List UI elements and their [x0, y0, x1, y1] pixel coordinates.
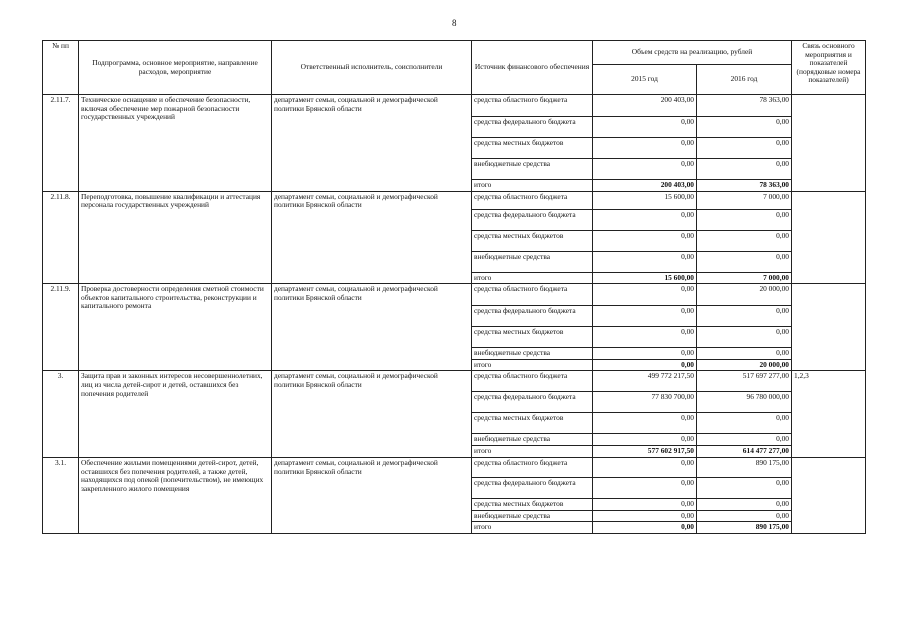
amount-2015: 0,00 [593, 522, 697, 534]
row-number: 2.11.8. [43, 191, 79, 284]
amount-2015: 0,00 [593, 209, 697, 230]
header-source: Источник финансового обеспечения [472, 41, 593, 95]
amount-2015: 0,00 [593, 251, 697, 272]
funding-source: итого [472, 180, 593, 192]
amount-2016: 0,00 [697, 251, 792, 272]
funding-source: средства областного бюджета [472, 371, 593, 392]
funding-source: внебюджетные средства [472, 348, 593, 360]
amount-2016: 0,00 [697, 138, 792, 159]
header-num: № пп [43, 41, 79, 95]
funding-source: средства областного бюджета [472, 95, 593, 117]
amount-2015: 15 600,00 [593, 191, 697, 209]
amount-2015: 0,00 [593, 510, 697, 522]
header-2015: 2015 год [593, 65, 697, 95]
row-number: 2.11.7. [43, 95, 79, 192]
amount-2015: 0,00 [593, 327, 697, 348]
funding-source: внебюджетные средства [472, 510, 593, 522]
program-name: Переподготовка, повышение квалификации и аттестация персонала государственных учреждений [79, 191, 272, 284]
amount-2015: 0,00 [593, 348, 697, 360]
amount-2016: 0,00 [697, 306, 792, 327]
amount-2016: 0,00 [697, 209, 792, 230]
amount-2015: 0,00 [593, 306, 697, 327]
funding-source: средства областного бюджета [472, 284, 593, 306]
amount-2015: 0,00 [593, 434, 697, 446]
amount-2016: 7 000,00 [697, 272, 792, 284]
amount-2016: 0,00 [697, 498, 792, 510]
amount-2016: 20 000,00 [697, 359, 792, 371]
amount-2016: 7 000,00 [697, 191, 792, 209]
program-name: Обеспечение жилыми помещениями детей-сирот, детей, оставшихся без попечения родителей, а также детей, находящихся под опекой (попечительством), не имеющих закрепленного жилого помещения [79, 457, 272, 533]
financing-table [42, 40, 866, 534]
funding-source: внебюджетные средства [472, 434, 593, 446]
funding-source: внебюджетные средства [472, 251, 593, 272]
amount-2016: 78 363,00 [697, 180, 792, 192]
funding-source: средства местных бюджетов [472, 413, 593, 434]
amount-2015: 0,00 [593, 159, 697, 180]
page-number: 8 [452, 18, 457, 28]
executor: департамент семьи, социальной и демографической политики Брянской области [272, 284, 472, 371]
executor: департамент семьи, социальной и демографической политики Брянской области [272, 371, 472, 458]
amount-2015: 0,00 [593, 284, 697, 306]
table-row [43, 95, 866, 117]
table-row [43, 457, 866, 477]
funding-source: средства федерального бюджета [472, 477, 593, 498]
program-name: Техническое оснащение и обеспечение безопасности, включая обеспечение мер пожарной безопасности государственных учреждений [79, 95, 272, 192]
indicator-link [792, 284, 866, 371]
amount-2016: 0,00 [697, 159, 792, 180]
executor: департамент семьи, социальной и демографической политики Брянской области [272, 191, 472, 284]
amount-2015: 0,00 [593, 138, 697, 159]
funding-source: итого [472, 359, 593, 371]
funding-source: итого [472, 522, 593, 534]
amount-2015: 0,00 [593, 457, 697, 477]
amount-2016: 0,00 [697, 434, 792, 446]
row-number: 2.11.9. [43, 284, 79, 371]
funding-source: средства местных бюджетов [472, 230, 593, 251]
amount-2015: 577 602 917,50 [593, 446, 697, 458]
funding-source: средства федерального бюджета [472, 306, 593, 327]
table-body [43, 95, 866, 534]
executor: департамент семьи, социальной и демографической политики Брянской области [272, 95, 472, 192]
amount-2016: 0,00 [697, 230, 792, 251]
amount-2016: 890 175,00 [697, 457, 792, 477]
indicator-link [792, 95, 866, 192]
funding-source: средства федерального бюджета [472, 117, 593, 138]
amount-2015: 0,00 [593, 477, 697, 498]
table-row [43, 371, 866, 392]
amount-2015: 200 403,00 [593, 95, 697, 117]
amount-2015: 499 772 217,50 [593, 371, 697, 392]
header-2016: 2016 год [697, 65, 792, 95]
table-row [43, 191, 866, 209]
amount-2015: 77 830 700,00 [593, 392, 697, 413]
funding-source: средства федерального бюджета [472, 209, 593, 230]
amount-2016: 0,00 [697, 117, 792, 138]
amount-2015: 15 600,00 [593, 272, 697, 284]
indicator-link: 1,2,3 [792, 371, 866, 458]
program-name: Защита прав и законных интересов несовершеннолетних, лиц из числа детей-сирот и детей, оставшихся без попечения родителей [79, 371, 272, 458]
amount-2015: 0,00 [593, 359, 697, 371]
amount-2015: 0,00 [593, 117, 697, 138]
header-executor: Ответственный исполнитель, соисполнители [272, 41, 472, 95]
indicator-link [792, 457, 866, 533]
funding-source: средства областного бюджета [472, 191, 593, 209]
amount-2016: 0,00 [697, 477, 792, 498]
header-link: Связь основного мероприятия и показателей (порядковые номера показателей) [792, 41, 866, 95]
row-number: 3. [43, 371, 79, 458]
funding-source: итого [472, 272, 593, 284]
amount-2016: 78 363,00 [697, 95, 792, 117]
header-volume: Объем средств на реализацию, рублей [593, 41, 792, 65]
amount-2016: 0,00 [697, 413, 792, 434]
funding-source: средства местных бюджетов [472, 138, 593, 159]
indicator-link [792, 191, 866, 284]
executor: департамент семьи, социальной и демографической политики Брянской области [272, 457, 472, 533]
funding-source: средства местных бюджетов [472, 327, 593, 348]
funding-source: итого [472, 446, 593, 458]
amount-2015: 0,00 [593, 230, 697, 251]
row-number: 3.1. [43, 457, 79, 533]
amount-2016: 614 477 277,00 [697, 446, 792, 458]
amount-2015: 0,00 [593, 498, 697, 510]
funding-source: внебюджетные средства [472, 159, 593, 180]
table-row [43, 284, 866, 306]
amount-2016: 0,00 [697, 348, 792, 360]
amount-2016: 517 697 277,00 [697, 371, 792, 392]
amount-2016: 0,00 [697, 510, 792, 522]
amount-2015: 0,00 [593, 413, 697, 434]
amount-2016: 890 175,00 [697, 522, 792, 534]
header-program: Подпрограмма, основное мероприятие, направление расходов, мероприятие [79, 41, 272, 95]
amount-2016: 0,00 [697, 327, 792, 348]
amount-2016: 96 780 000,00 [697, 392, 792, 413]
funding-source: средства областного бюджета [472, 457, 593, 477]
amount-2016: 20 000,00 [697, 284, 792, 306]
program-name: Проверка достоверности определения сметной стоимости объектов капитального строительства, реконструкции и капитального ремонта [79, 284, 272, 371]
funding-source: средства федерального бюджета [472, 392, 593, 413]
amount-2015: 200 403,00 [593, 180, 697, 192]
funding-source: средства местных бюджетов [472, 498, 593, 510]
